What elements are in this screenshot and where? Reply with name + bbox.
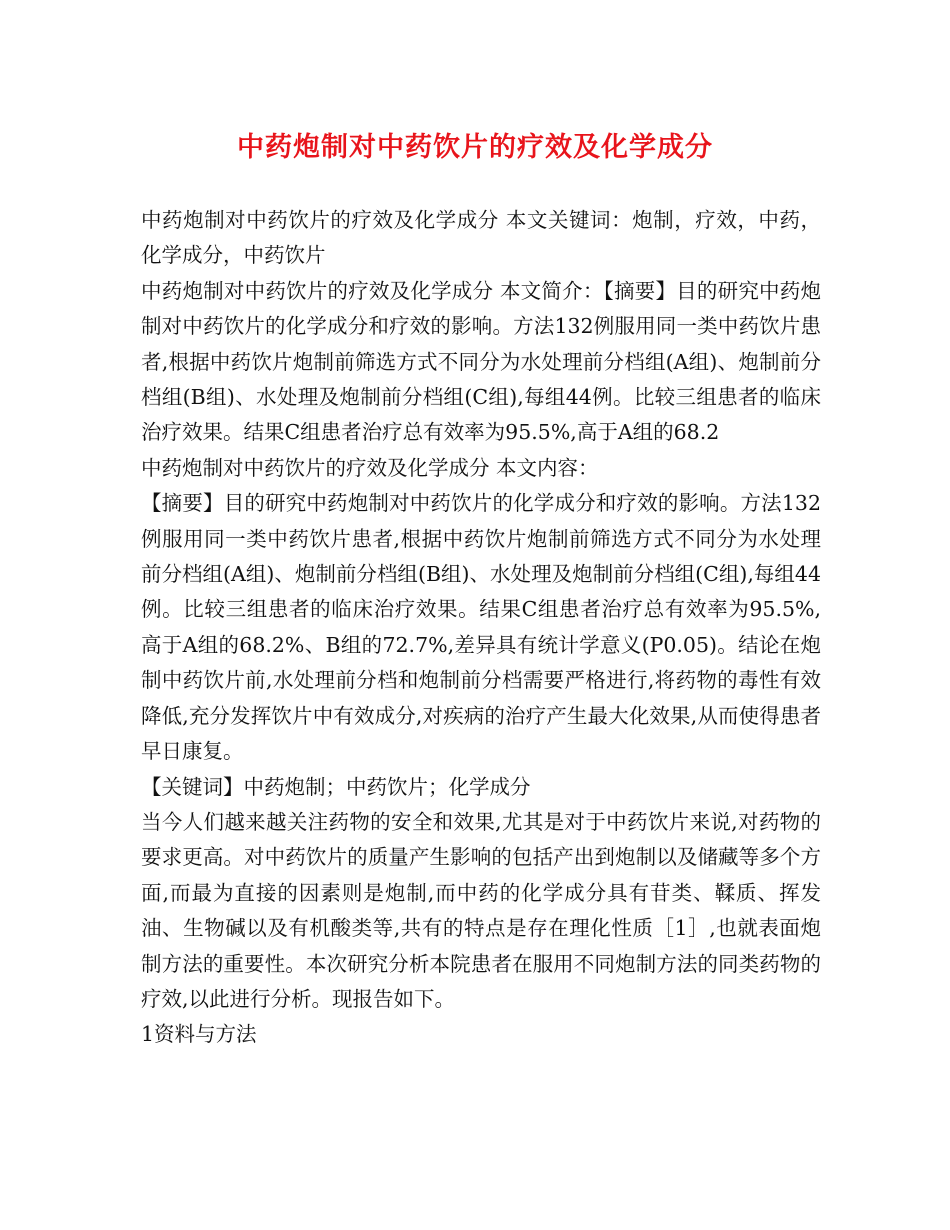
abstract-paragraph: 【摘要】目的研究中药炮制对中药饮片的化学成分和疗效的影响。方法132例服用同一类中药饮片患者,根据中药饮片炮制前筛选方式不同分为水处理前分档组(A组)、炮制前分档组(B组)、水处理及炮制前分档组(C组),每组44例。比较三组患者的临床治疗效果。结果C组患者治疗总有效率为95.5%,高于A组的68.2%、B组的72.7%,差异具有统计学意义(P0.05)。结论在炮制中药饮片前,水处理前分档和炮制前分档需要严格进行,将药物的毒性有效降低,充分发挥饮片中有效成分,对疾病的治疗产生最大化效果,从而使得患者早日康复。: [141, 491, 821, 764]
document-body: [141, 203, 821, 1053]
keyword-list: 【关键词】中药炮制；中药饮片；化学成分: [141, 774, 531, 799]
document-title: 中药炮制对中药饮片的疗效及化学成分: [237, 132, 713, 163]
section-heading: 1资料与方法: [141, 1022, 257, 1047]
content-heading: 中药炮制对中药饮片的疗效及化学成分 本文内容：: [141, 455, 599, 480]
intro-paragraph: 当今人们越来越关注药物的安全和效果,尤其是对于中药饮片来说,对药物的要求更高。对中药饮片的质量产生影响的包括产出到炮制以及储藏等多个方面,而最为直接的因素则是炮制,而中药的化学成分具有苷类、鞣质、挥发油、生物碱以及有机酸类等,共有的特点是存在理化性质［1］,也就表面炮制方法的重要性。本次研究分析本院患者在服用不同炮制方法的同类药物的疗效,以此进行分析。现报告如下。: [141, 809, 821, 1011]
keywords-paragraph: 中药炮制对中药饮片的疗效及化学成分 本文关键词：炮制，疗效，中药，化学成分，中药饮片: [141, 208, 821, 268]
summary-paragraph: 中药炮制对中药饮片的疗效及化学成分 本文简介：【摘要】目的研究中药炮制对中药饮片的化学成分和疗效的影响。方法132例服用同一类中药饮片患者,根据中药饮片炮制前筛选方式不同分为水处理前分档组(A组)、炮制前分档组(B组)、水处理及炮制前分档组(C组),每组44例。比较三组患者的临床治疗效果。结果C组患者治疗总有效率为95.5%,高于A组的68.2: [141, 278, 821, 445]
